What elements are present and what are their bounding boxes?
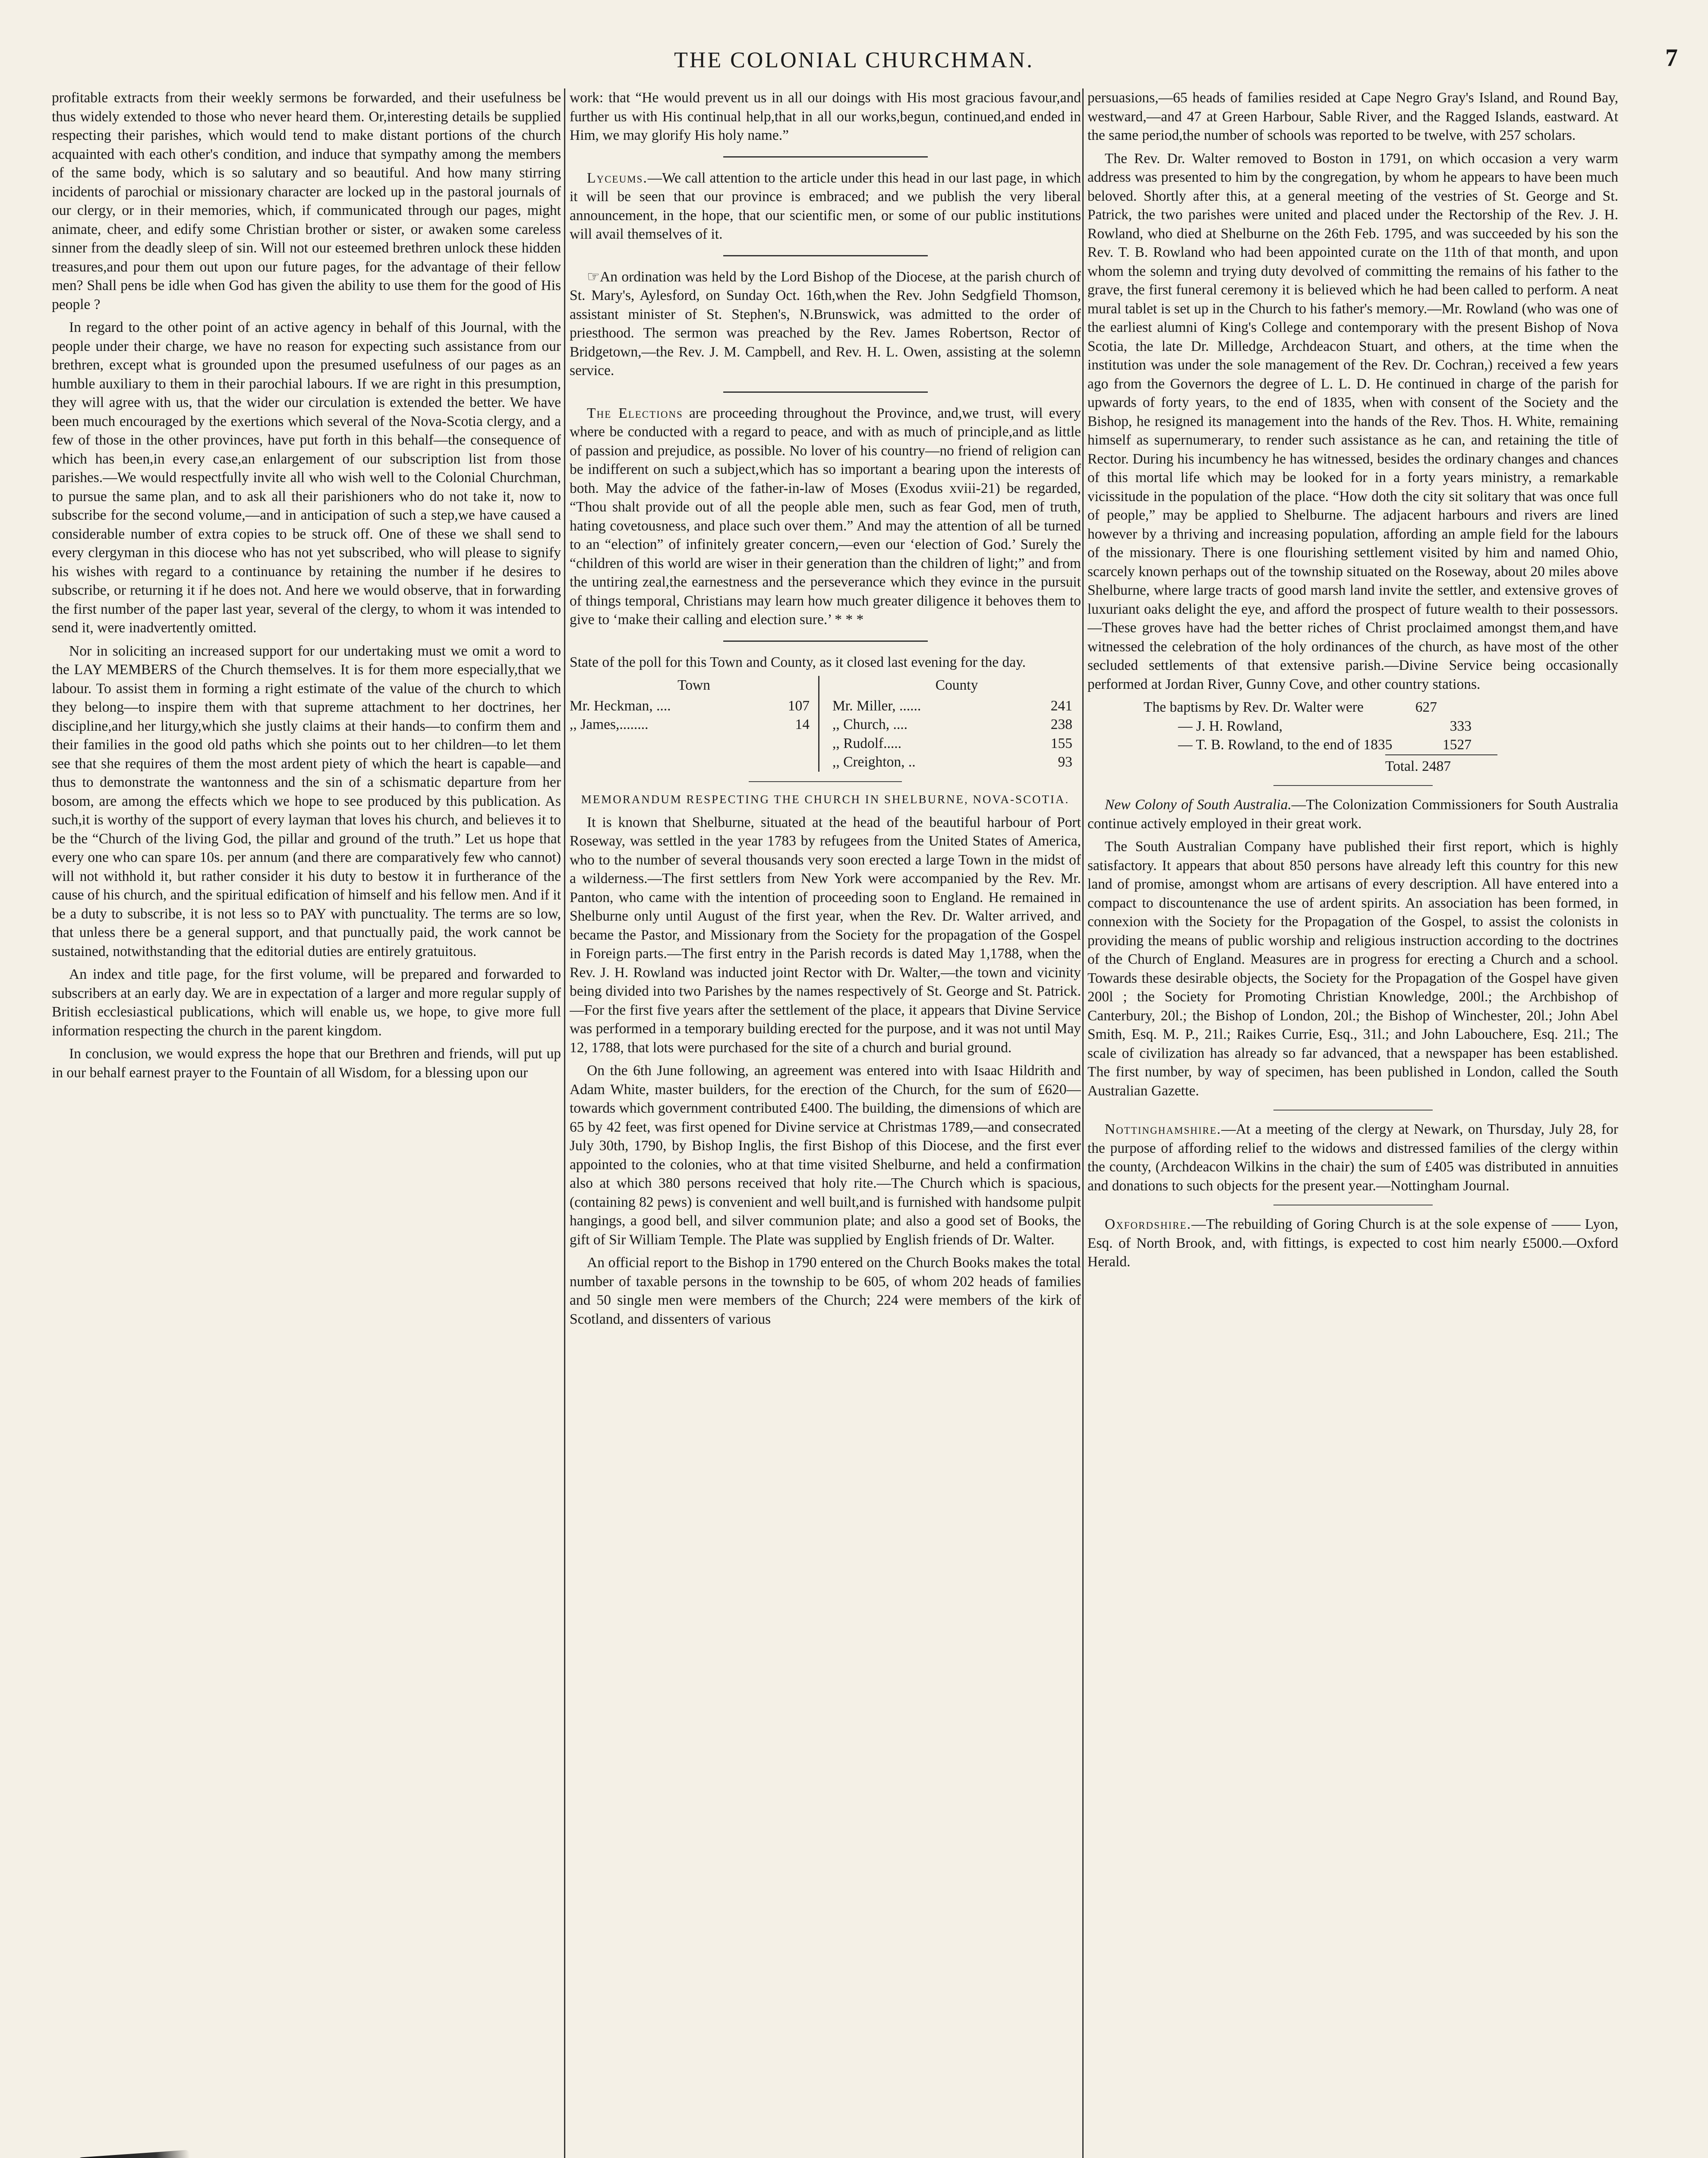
candidate-name: ,, James,........ xyxy=(570,716,649,732)
poll-header: County xyxy=(935,677,978,693)
column-right xyxy=(1087,88,1618,2158)
section-lead: Lyceums. xyxy=(587,170,648,186)
baptisms-row xyxy=(1144,698,1618,717)
paragraph: persuasions,—65 heads of families resided at Cape Negro Gray's Island, and Round Bay, westward,—and 47 at Green Harbour, Sable River, and the Ragged Islands, eastward. At the same period,the number of schools was reported to be twelve, with 257 scholars. xyxy=(1087,90,1618,143)
paragraph: On the 6th June following, an agreement was entered into with Isaac Hildrith and Adam White, master builders, for the erection of the Church, for the sum of £620—towards which government contributed £400. The building, the dimensions of which are 65 by 42 feet, was first opened for Divine service at Christmas 1789,—and consecrated July 30th, 1790, by Bishop Inglis, the first Bishop of this Diocese, and the first ever appointed to the colonies, who at that time visited Shelburne, and held a confirmation also at which 380 persons received that holy rite.—The Church which is spacious,(containing 82 pews) is convenient and well built,and is furnished with handsome pulpit hangings, a good bell, and silver communion plate; and also a good set of Books, the gift of Sir William Temple. The Plate was supplied by English friends of Dr. Walter. xyxy=(570,1063,1081,1248)
section-text: —The Colonization Commissioners for South Australia continue actively employed in their great work. xyxy=(1087,797,1618,832)
divider xyxy=(1273,1110,1433,1111)
baptisms-count: 1527 xyxy=(1443,737,1472,753)
section-text: —The rebuilding of Goring Church is at the sole expense of —— Lyon, Esq. of North Brook, and, with fittings, is expected to cost him nearly £5000.—Oxford Herald. xyxy=(1087,1216,1618,1270)
candidate-name: Mr. Heckman, .... xyxy=(570,697,671,714)
section-lead: Oxfordshire. xyxy=(1105,1216,1191,1232)
poll-table xyxy=(570,676,1081,772)
candidate-name: Mr. Miller, ...... xyxy=(832,697,921,714)
baptisms-row xyxy=(1144,735,1618,754)
vote-count: 155 xyxy=(1050,735,1072,751)
vote-count: 93 xyxy=(1058,754,1072,770)
candidate-name: ,, Creighton, .. xyxy=(832,754,916,770)
section-text: An ordination was held by the Lord Bishop of the Diocese, at the parish church of St. Mary's, Aylesford, on Sunday Oct. 16th,when the Rev. John Sedgfield Thomson, assistant minister of St. Stephen's, N.Brunswick, was admitted to the order of priesthood. The sermon was preached by the Rev. James Robertson, Rector of Bridgetown,—the Rev. J. M. Campbell, and Rev. H. L. Owen, assisting at the solemn service. xyxy=(570,268,1081,379)
poll-county xyxy=(818,676,1081,772)
poll-intro: State of the poll for this Town and County, as it closed last evening for the day. xyxy=(570,654,1026,670)
nottingham-paragraph xyxy=(1087,1120,1618,1195)
poll-row xyxy=(832,715,1081,734)
lyceums-paragraph xyxy=(570,169,1081,244)
vote-count: 241 xyxy=(1050,697,1072,714)
page-number: 7 xyxy=(1665,44,1678,72)
divider xyxy=(723,640,928,642)
elections-paragraph xyxy=(570,404,1081,629)
divider xyxy=(723,391,928,393)
baptisms-label: The baptisms by Rev. Dr. Walter were xyxy=(1144,699,1364,715)
paragraph: The South Australian Company have published their first report, which is highly satisfactory. It appears that about 850 persons have already left this country for this new land of promise, amongst whom are artisans of every description. All have entered into a compact to discountenance the use of ardent spirits. An association has been formed, in connexion with the Society for the Propagation of the Gospel, to assist the colonists in providing the means of public worship and religious instruction according to the doctrines of the Church of England. Measures are in progress for erecting a Church and a school. Towards these desirable objects, the Society for the Propagation of the Gospel have given 200l ; the Society for Promoting Christian Knowledge, 200l.; the Archbishop of Canterbury, 20l.; the Bishop of London, 20l.; the Bishop of Winchester, 20l.; John Abel Smith, Esq. M. P., 21l.; Raikes Currie, Esq., 31l.; and John Labouchere, Esq. 21l.; The scale of civilization has already so far advanced, that a newspaper has been established. The first number, by way of specimen, has been published in London, called the South Australian Gazette. xyxy=(1087,839,1618,1099)
running-title: THE COLONIAL CHURCHMAN. xyxy=(674,48,1034,73)
paragraph: An official report to the Bishop in 1790 entered on the Church Books makes the total number of taxable persons in the township to be 605, of whom 202 heads of families and 50 single men were members of the Church; 224 were members of the kirk of Scotland, and dissenters of various xyxy=(570,1255,1081,1327)
divider xyxy=(723,156,928,158)
vote-count: 14 xyxy=(795,716,810,732)
ordination-paragraph xyxy=(570,268,1081,380)
baptisms-label: — J. H. Rowland, xyxy=(1178,718,1283,734)
poll-row xyxy=(832,753,1081,772)
poll-town xyxy=(570,676,818,772)
paragraph: An index and title page, for the first volume, will be prepared and forwarded to subscribers at an early day. We are in expectation of a larger and more regular supply of British ecclesiastical publications, which will enable us, we hope, to give more full information respecting the church in the parent kingdom. xyxy=(52,966,561,1039)
column-rule xyxy=(1082,88,1084,2158)
section-text: —At a meeting of the clergy at Newark, on Thursday, July 28, for the purpose of affording relief to the widows and distressed families of the clergy within the county, (Archdeacon Wilkins in the chair) the sum of £405 was distributed in annuities and donations to such objects for the present year.—Nottingham Journal. xyxy=(1087,1121,1618,1194)
pointing-hand-icon: ☞ xyxy=(587,268,600,285)
poll-row xyxy=(570,697,818,716)
baptisms-total: Total. 2487 xyxy=(1385,754,1497,776)
vote-count: 107 xyxy=(788,697,810,714)
poll-header: Town xyxy=(678,677,710,693)
poll-row xyxy=(832,734,1081,753)
paragraph: profitable extracts from their weekly sermons be forwarded, and their usefulness be thus widely extended to those who never heard them. Or,interesting details be supplied respecting their parishes, which would tend to make distant portions of the church acquainted with each other's condition, and induce that sympathy among the members of the same body, which is so salutary and so beautiful. And how many stirring incidents of parochial or missionary character are locked up in the pastoral journals of our clergy, or in their memories, which, if communicated through our pages, might animate, cheer, and edify some Christian brother or sister, or awaken some careless sinner from the deadly sleep of sin. Will not our esteemed brethren unlock these hidden treasures,and pour them out upon our future pages, for the advantage of their fellow men? Shall pens be idle when God has given the ability to use them for the good of His people ? xyxy=(52,90,561,312)
divider xyxy=(749,781,902,782)
baptisms-table xyxy=(1144,698,1618,776)
divider xyxy=(723,255,928,256)
column-middle xyxy=(570,88,1081,2158)
oxford-paragraph xyxy=(1087,1215,1618,1271)
south-australia-paragraph xyxy=(1087,795,1618,833)
baptisms-count: 627 xyxy=(1415,699,1437,715)
paragraph: work: that “He would prevent us in all our doings with His most gracious favour,and further us with His continual help,that in all our works,begun, continued,and ended in Him, we may glorify His holy name.” xyxy=(570,90,1081,143)
poll-row xyxy=(570,715,818,734)
section-lead: The Elections xyxy=(587,405,683,421)
paragraph: In regard to the other point of an active agency in behalf of this Journal, with the people under their charge, we have no reason for expecting such assistance from our brethren, except what is grounded upon the presumed usefulness of our pages as an humble auxiliary to them in their parochial labours. If we are right in this presumption, they will agree with us, that the wider our circulation is extended the better. We have been much encouraged by the exertions which several of the Nova-Scotia clergy, and a few of those in the other provinces, have put forth in this behalf—the consequence of which has been,in every case,an enlargement of our subscription list from those parishes.—We would respectfully invite all who wish well to the Colonial Churchman, to pursue the same plan, and to ask all their parishioners who do not take it, now to subscribe for the second volume,—and in anticipation of such a step,we have caused a considerable number of extra copies to be struck off. One of these we shall send to every clergyman in this diocese who has not yet subscribed, who will please to signify his wishes with regard to a continuance by retaining the number if he desires to subscribe, or returning it if he does not. And here we would observe, that in forwarding the first number of the paper last year, several of the clergy, to whom it was intended to send it, were inadvertently omitted. xyxy=(52,319,561,636)
paragraph: It is known that Shelburne, situated at the head of the beautiful harbour of Port Roseway, was settled in the year 1783 by refugees from the United States of America, who to the number of several thousands very soon erected a large Town in the midst of a wilderness.—The first settlers from New York were accompanied by the Rev. Mr. Panton, who came with the intention of proceeding soon to England. He remained in Shelburne only until August of the first year, when the Rev. Dr. Walter arrived, and became the Pastor, and Missionary from the Society for the propagation of the Gospel in Foreign parts.—The first entry in the Parish records is dated May 1,1788, when the Rev. J. H. Rowland was inducted joint Rector with Dr. Walter,—the town and vicinity being divided into two Parishes by the names respectively of St. George and St. Patrick.—For the first five years after the settlement of the place, it appears that Divine Service was performed in a temporary building erected for the purpose, and it was not until May 12, 1788, that lots were purchased for the site of a church and burial ground. xyxy=(570,814,1081,1056)
candidate-name: ,, Rudolf..... xyxy=(832,735,902,751)
poll-row xyxy=(832,697,1081,716)
section-lead: Nottinghamshire. xyxy=(1105,1121,1222,1137)
memorandum-heading: MEMORANDUM RESPECTING THE CHURCH IN SHELBURNE, NOVA-SCOTIA. xyxy=(581,792,1070,806)
baptisms-label: — T. B. Rowland, to the end of 1835 xyxy=(1178,737,1393,753)
baptisms-count: 333 xyxy=(1450,718,1472,734)
candidate-name: ,, Church, .... xyxy=(832,716,908,732)
baptisms-row xyxy=(1144,717,1618,736)
paragraph: In conclusion, we would express the hope that our Brethren and friends, will put up in our behalf earnest prayer to the Fountain of all Wisdom, for a blessing upon our xyxy=(52,1046,561,1081)
column-left xyxy=(52,88,561,2158)
section-text: —We call attention to the article under this head in our last page, in which it will be seen that our province is embraced; and we publish the very liberal announcement, in the hope, that our scientific men, or some of our public institutions will avail themselves of it. xyxy=(570,170,1081,242)
section-text: are proceeding throughout the Province, and,we trust, will every where be conducted with a regard to peace, and with as much of principle,and as little of passion and prejudice, as possible. No lover of his country—no friend of religion can be indifferent on such a subject,which has so important a bearing upon the interests of both. May the advice of the father-in-law of Moses (Exodus xviii-21) be regarded, “Thou shalt provide out of all the people able men, such as fear God, men of truth, hating covetousness, and place such over them.” And may the attention of all be turned to an “election” of infinitely greater concern,—even our ‘election of God.’ Surely the “children of this world are wiser in their generation than the children of light;” and from the untiring zeal,the earnestness and the perseverance which they evince in the pursuit of things temporal, Christians may learn how much greater diligence it behoves them to give to ‘make their calling and election sure.’ * * * xyxy=(570,405,1081,628)
paragraph: The Rev. Dr. Walter removed to Boston in 1791, on which occasion a very warm address was presented to him by the congregation, by whom he appears to have been much beloved. Shortly after this, at a general meeting of the vestries of St. George and St. Patrick, the two parishes were united and placed under the Rectorship of the Rev. J. H. Rowland, who died at Shelburne on the 26th Feb. 1795, and was succeeded by his son the Rev. T. B. Rowland who had been appointed curate on the 11th of that month, and upon whom the solemn and trying duty devolved of committing the remains of his father to the grave, the first funeral ceremony it is believed which he had been called to perform. A neat mural tablet is set up in the Church to his father's memory.—Mr. Rowland (who was one of the earliest alumni of King's College and contemporary with the present Bishop of Nova Scotia, the late Dr. Milledge, Archdeacon Stuart, and others, at the time when the institution was under the sole management of the Rev. Dr. Cochran,) received a few years ago from the Governors the degree of L. L. D. He continued in charge of the parish for upwards of forty years, to the end of 1835, when with consent of the Society and the Bishop, he resigned its management into the hands of the Rev. Thos. H. White, remaining himself as supernumerary, to render such assistance as he can, and retaining the title of Rector. During his incumbency he has witnessed, besides the ordinary changes and chances of this mortal life which may be looked for in a forty years ministry, a remarkable vicissitude in the population of the place. “How doth the city sit solitary that was once full of people,” may be applied to Shelburne. The adjacent harbours and rivers are lined however by a thriving and increasing population, affording an ample field for the labours of the missionary. There is one flourishing settlement visited by him and named Ohio, scarcely known perhaps out of the township situated on the Roseway, about 20 miles above Shelburne, where large tracts of good marsh land invite the settler, and extensive groves of luxuriant oaks delight the eye, and afford the prospect of future wealth to their possessors.—These groves have had the better riches of Christ proclaimed amongst them,and have witnessed the celebration of the holy ordinances of the church, as have most of the other secluded settlements of that extensive parish.—Divine Service being occasionally performed at Jordan River, Gunny Cove, and other country stations. xyxy=(1087,150,1618,692)
divider xyxy=(1273,785,1433,786)
paragraph: Nor in soliciting an increased support for our undertaking must we omit a word to the LAY MEMBERS of the Church themselves. It is for them more especially,that we labour. To assist them in forming a right estimate of the value of the church to which they belong—to inspire them with that supreme attachment to her doctrines, her discipline,and her liturgy,which she justly claims at their hands—to confirm them and their families in the good old paths which she points out to her children—to let them see that she requires of them the most ardent piety of which the heart is capable—and thus to demonstrate the wantonness and the sin of a schismatic departure from her bosom, are among the effects which we hope to see produced by this publication. As such,it is worthy of the support of every layman that loves his church, and believes it to be the “Church of the living God, the pillar and ground of the truth.” Let us hope that every one who can spare 10s. per annum (and there are comparatively few who cannot) will not withhold it, but rather consider it his duty to bestow it in furtherance of the cause of his church, and the spiritual edification of himself and his fellow men. And if it be a duty to subscribe, it is not less so to PAY with punctuality. The terms are so low, that unless there be a general support, and that punctually paid, the work cannot be sustained, notwithstanding that the editorial duties are entirely gratuitous. xyxy=(52,643,561,959)
page-header xyxy=(0,17,1708,82)
vote-count: 238 xyxy=(1050,716,1072,732)
section-lead: New Colony of South Australia. xyxy=(1105,797,1292,813)
column-rule xyxy=(564,88,565,2158)
